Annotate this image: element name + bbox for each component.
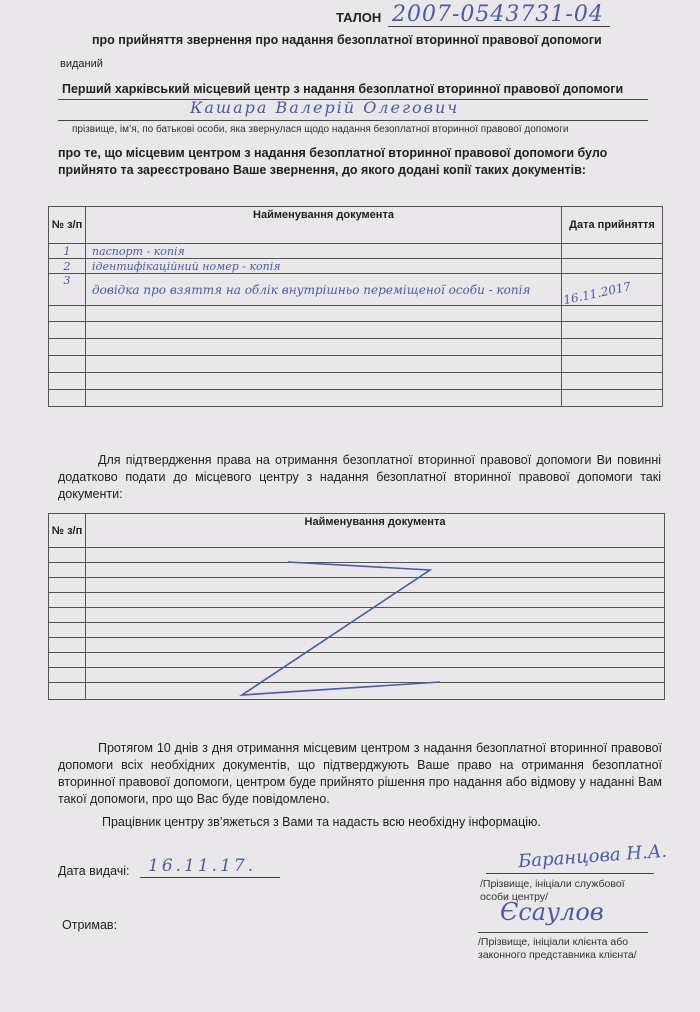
contact-info-text: Працівник центру зв’яжеться з Вами та надасть всю необхідну інформацію. (102, 815, 541, 829)
client-signature: Єсаулов (500, 898, 604, 926)
table-row-empty (49, 390, 663, 407)
row-number: 3 (49, 274, 86, 306)
applicant-name-handwritten: Кашара Валерій Олегович (190, 98, 460, 117)
row-number: 1 (49, 244, 86, 259)
center-name: Перший харківський місцевий центр з надання безоплатної вторинної правової допомоги (62, 82, 624, 96)
statement-text: про те, що місцевим центром з надання безоплатної вторинної правової допомоги було прийнято та зареєстровано Ваше звернення, до якого додані копії таких документів: (58, 146, 608, 177)
received-label: Отримав: (62, 918, 118, 932)
document-date (562, 244, 663, 259)
processing-info-text: Протягом 10 днів з дня отримання місцевим центром з надання безоплатної вторинної правової допомоги всіх необхідних документів, що підтверджують Ваше право на отримання безоплатної вторинної правової допомоги, центром буде прийнято рішення про надання або відмову у наданні Вам такої допомоги, про що Вас буде повідомлено. (58, 741, 662, 806)
table-header-row (49, 207, 663, 244)
document-name: паспорт - копія (86, 244, 562, 259)
document-date: 16.11.2017 (559, 263, 664, 315)
document-name: ідентифікаційний номер - копія (86, 259, 562, 274)
issue-date-value: 16.11.17. (148, 856, 257, 876)
table-row-empty (49, 339, 663, 356)
accepted-documents-table (48, 206, 663, 407)
issue-date-label: Дата видачі: (58, 864, 130, 878)
table-row (49, 259, 663, 274)
col-name-header: Найменування документа (86, 207, 562, 244)
applicant-caption: прізвище, ім’я, по батькові особи, яка звернулася щодо надання безоплатної вторинної правової допомоги (72, 124, 569, 135)
table-row-empty (49, 356, 663, 373)
talon-number: 2007-0543731-04 (392, 2, 604, 27)
official-signature: Баранцова Н.А. (517, 840, 668, 873)
table-row-empty (49, 373, 663, 390)
additional-docs-text: Для підтвердження права на отримання безоплатної вторинної правової допомоги Ви повинні додатково подати до місцевого центру з надання безоплатної вторинної правової допомоги такі документи: (58, 453, 661, 501)
talon-subtitle: про прийняття звернення про надання безоплатної вторинної правової допомоги (92, 33, 602, 47)
applicant-name-line (58, 120, 648, 121)
client-caption: /Прізвище, ініціали клієнта або законного представника клієнта/ (478, 936, 637, 961)
document-name: довідка про взяття на облік внутрішньо переміщеної особи - копія (86, 274, 562, 306)
col-date-header: Дата прийняття (562, 207, 663, 244)
client-signature-line (478, 932, 648, 933)
issue-date-line (140, 877, 280, 878)
official-caption: /Прізвище, ініціали службової особи центру/ (480, 878, 625, 903)
talon-title: ТАЛОН (336, 10, 382, 25)
row-number: 2 (49, 259, 86, 274)
issued-label: виданий (60, 58, 103, 70)
col-name-header: Найменування документа (86, 514, 665, 548)
col-no-header: № з/п (49, 514, 86, 548)
z-strike-mark (220, 550, 450, 710)
table-row (49, 244, 663, 259)
table-row-empty (49, 322, 663, 339)
talon-number-line (388, 26, 610, 27)
table-header-row (49, 514, 665, 548)
official-signature-line (486, 873, 654, 874)
table-row (49, 274, 663, 306)
col-no-header: № з/п (49, 207, 86, 244)
